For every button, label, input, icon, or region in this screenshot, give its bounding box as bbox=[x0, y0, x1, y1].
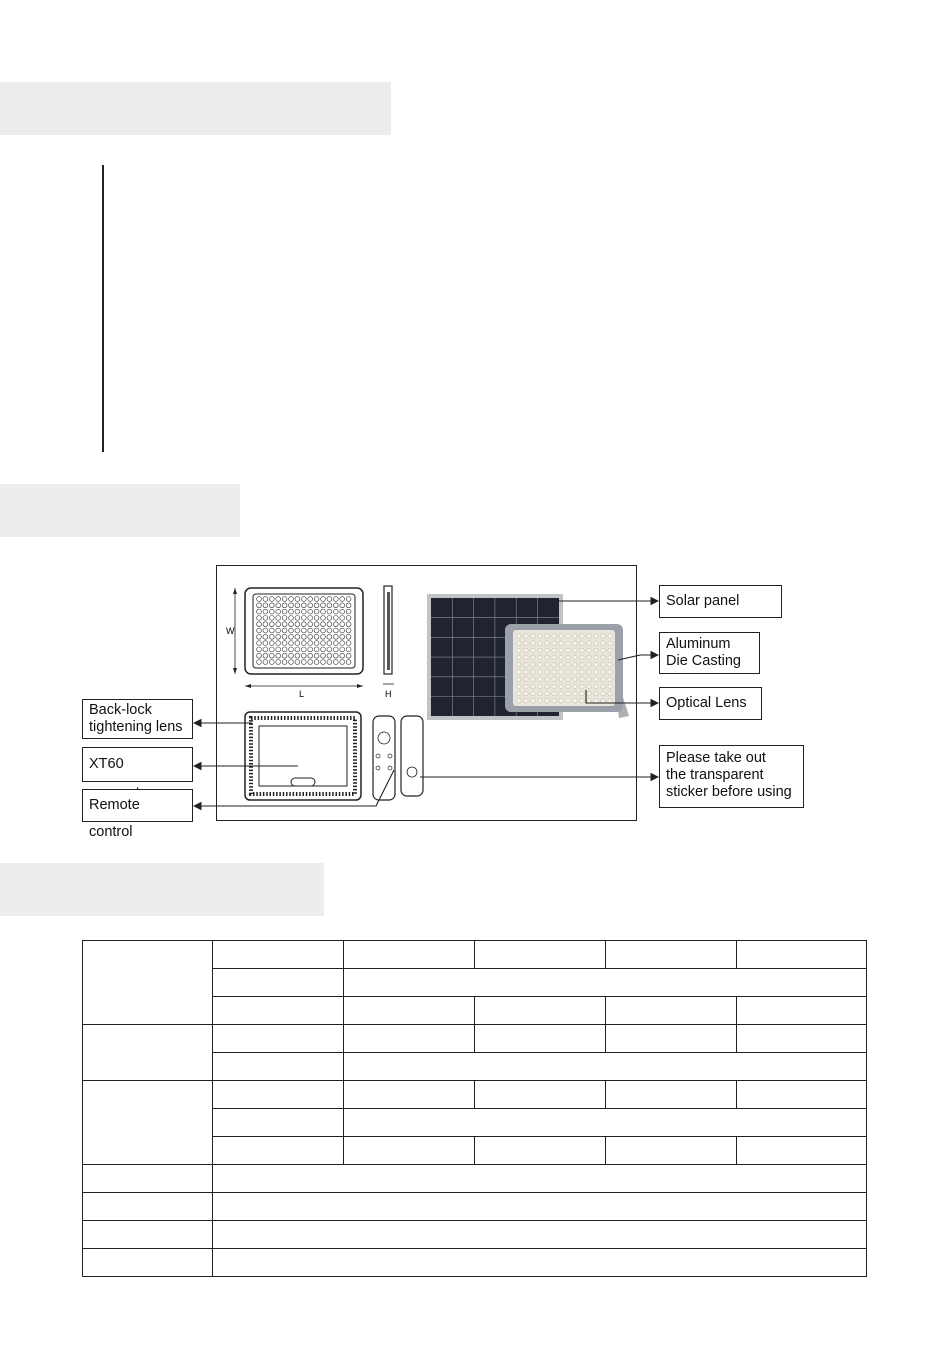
table-cell bbox=[344, 997, 475, 1025]
table-cell bbox=[344, 941, 475, 969]
table-cell bbox=[213, 1193, 867, 1221]
table-cell bbox=[737, 1137, 867, 1165]
table-cell bbox=[213, 1081, 344, 1109]
callout-xt60-connector: XT60 bbox=[82, 747, 193, 782]
table-cell bbox=[737, 1081, 867, 1109]
table-row bbox=[83, 1025, 867, 1053]
dim-h-label: H bbox=[385, 689, 392, 699]
dim-w-label: W bbox=[226, 626, 235, 636]
table-cell bbox=[83, 1081, 213, 1165]
table-cell bbox=[213, 1025, 344, 1053]
table-cell bbox=[737, 1025, 867, 1053]
table-cell bbox=[606, 941, 737, 969]
dim-l-label: L bbox=[299, 689, 305, 699]
table-cell bbox=[213, 1137, 344, 1165]
callout-sticker-note: Please take out the transparent sticker before using bbox=[659, 745, 804, 808]
table-cell bbox=[213, 1109, 344, 1137]
table-cell bbox=[213, 1053, 344, 1081]
table-cell bbox=[606, 1137, 737, 1165]
callout-aluminum-die-casting: Aluminum Die Casting bbox=[659, 632, 760, 674]
spec-table bbox=[82, 940, 867, 1277]
table-cell bbox=[213, 969, 344, 997]
table-cell bbox=[213, 941, 344, 969]
table-cell bbox=[83, 1221, 213, 1249]
table-cell bbox=[737, 941, 867, 969]
table-cell bbox=[344, 1137, 475, 1165]
table-cell bbox=[344, 1053, 867, 1081]
table-row bbox=[83, 1193, 867, 1221]
table-cell bbox=[475, 1137, 606, 1165]
callout-back-lock: Back-lock tightening lens bbox=[82, 699, 193, 739]
table-cell bbox=[475, 1025, 606, 1053]
table-cell bbox=[344, 1025, 475, 1053]
callout-optical-lens: Optical Lens bbox=[659, 687, 762, 720]
table-row bbox=[83, 941, 867, 969]
callout-remote-control: Remote control bbox=[82, 789, 193, 822]
callout-solar-panel: Solar panel bbox=[659, 585, 782, 618]
table-cell bbox=[83, 941, 213, 1025]
table-row bbox=[83, 1081, 867, 1109]
table-cell bbox=[213, 1165, 867, 1193]
table-row bbox=[83, 1221, 867, 1249]
table-cell bbox=[475, 941, 606, 969]
table-cell bbox=[213, 1249, 867, 1277]
table-cell bbox=[737, 997, 867, 1025]
table-cell bbox=[606, 997, 737, 1025]
table-row bbox=[83, 1165, 867, 1193]
table-cell bbox=[606, 1025, 737, 1053]
table-cell bbox=[344, 1109, 867, 1137]
table-cell bbox=[344, 1081, 475, 1109]
table-cell bbox=[475, 1081, 606, 1109]
table-cell bbox=[83, 1025, 213, 1081]
table-row bbox=[83, 1249, 867, 1277]
table-cell bbox=[475, 997, 606, 1025]
table-cell bbox=[83, 1193, 213, 1221]
table-cell bbox=[606, 1081, 737, 1109]
table-cell bbox=[83, 1165, 213, 1193]
table-cell bbox=[213, 1221, 867, 1249]
table-cell bbox=[344, 969, 867, 997]
table-cell bbox=[83, 1249, 213, 1277]
table-cell bbox=[213, 997, 344, 1025]
